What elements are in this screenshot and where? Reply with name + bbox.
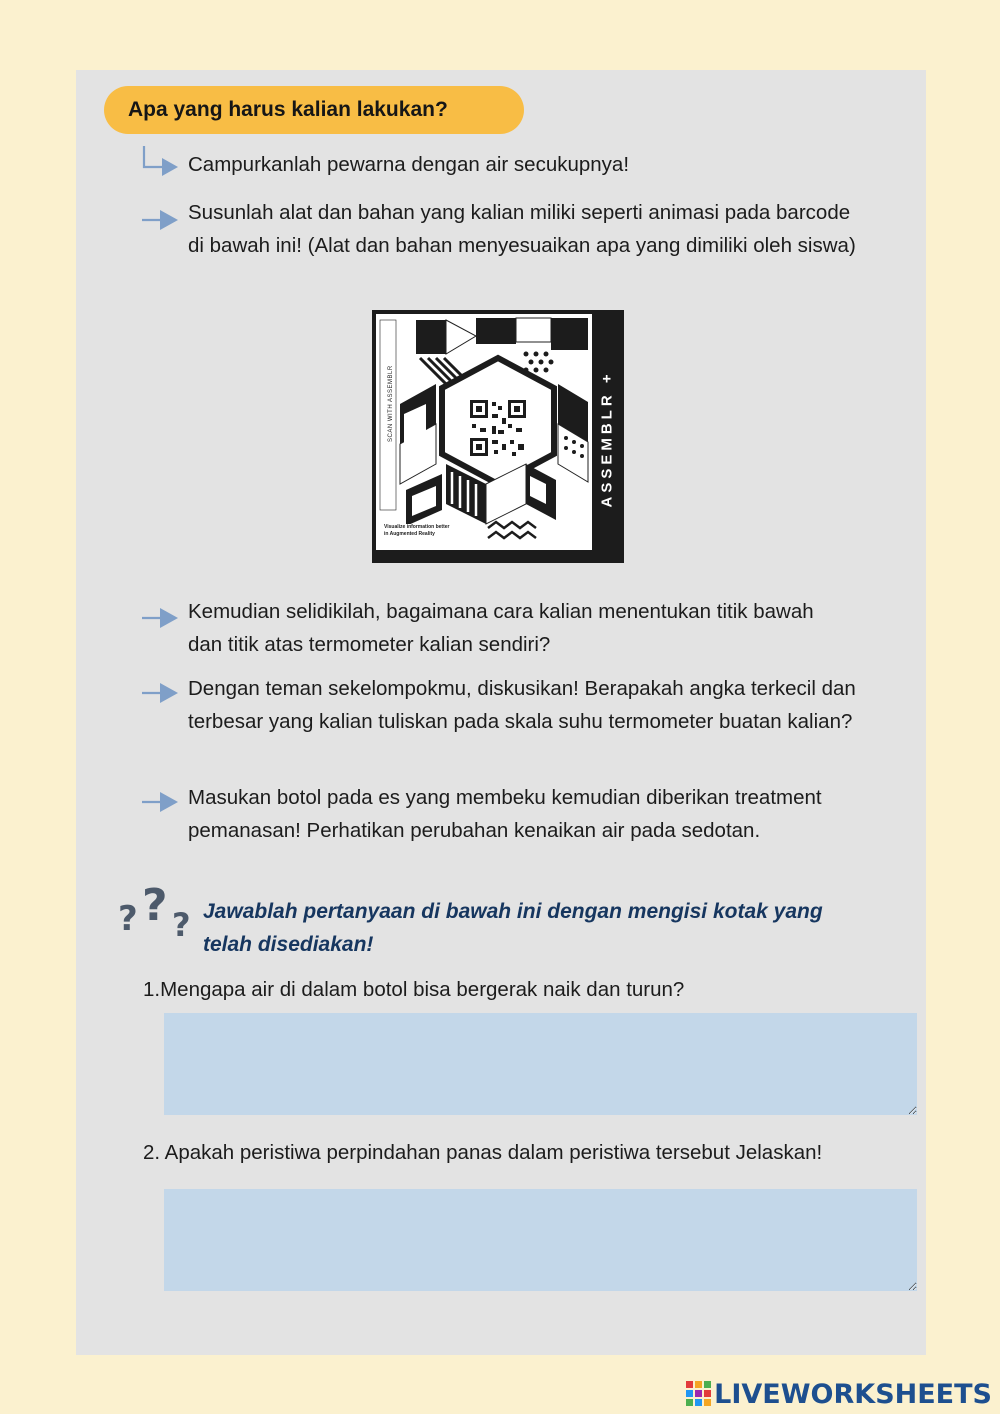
arrow-right-icon — [142, 606, 180, 630]
arrow-right-icon — [142, 681, 180, 705]
question-marks-icon — [116, 884, 202, 950]
svg-text:?: ? — [118, 899, 138, 939]
assemblr-qr-card[interactable] — [372, 310, 624, 563]
step-3-text: Kemudian selidikilah, bagaimana cara kalian menentukan titik bawah dan titik atas termometer kalian sendiri? — [188, 600, 814, 656]
section-header — [104, 86, 524, 134]
isometric-pattern-graphic — [376, 314, 620, 559]
arrow-right-icon — [142, 208, 180, 232]
svg-text:?: ? — [172, 906, 191, 944]
section-header-title: Apa yang harus kalian lakukan? — [128, 98, 448, 121]
liveworksheets-brand-text: LIVEWORKSHEETS — [714, 1378, 992, 1410]
answer-instruction: Jawablah pertanyaan di bawah ini dengan mengisi kotak yang telah disediakan! — [203, 900, 823, 956]
step-2-text: Susunlah alat dan bahan yang kalian miliki seperti animasi pada barcode di bawah ini! (Alat dan bahan menyesuaikan apa yang dimiliki oleh siswa) — [188, 201, 856, 257]
liveworksheets-logo[interactable] — [686, 1376, 992, 1412]
step-5-text: Masukan botol pada es yang membeku kemudian diberikan treatment pemanasan! Perhatikan perubahan kenaikan air pada sedotan. — [188, 786, 822, 842]
arrow-right-icon — [142, 790, 180, 814]
qr-scan-label: SCAN WITH ASSEMBLR — [388, 365, 394, 442]
qr-caption: Visualize information better in Augmented Reality — [384, 524, 454, 538]
liveworksheets-grid-icon — [686, 1381, 712, 1407]
qr-brand-label: ASSEMBLR + — [598, 370, 616, 508]
step-1-text: Campurkanlah pewarna dengan air secukupnya! — [188, 153, 630, 176]
question-1-text: 1.Mengapa air di dalam botol bisa bergerak naik dan turun? — [143, 978, 685, 1001]
answer-box-2[interactable] — [164, 1189, 917, 1291]
answer-box-1[interactable] — [164, 1013, 917, 1115]
svg-text:?: ? — [142, 884, 168, 931]
step-4-text: Dengan teman sekelompokmu, diskusikan! Berapakah angka terkecil dan terbesar yang kalian tuliskan pada skala suhu termometer buatan kalian? — [188, 677, 856, 733]
elbow-arrow-icon — [142, 146, 182, 182]
question-2-text: 2. Apakah peristiwa perpindahan panas dalam peristiwa tersebut Jelaskan! — [143, 1141, 823, 1164]
